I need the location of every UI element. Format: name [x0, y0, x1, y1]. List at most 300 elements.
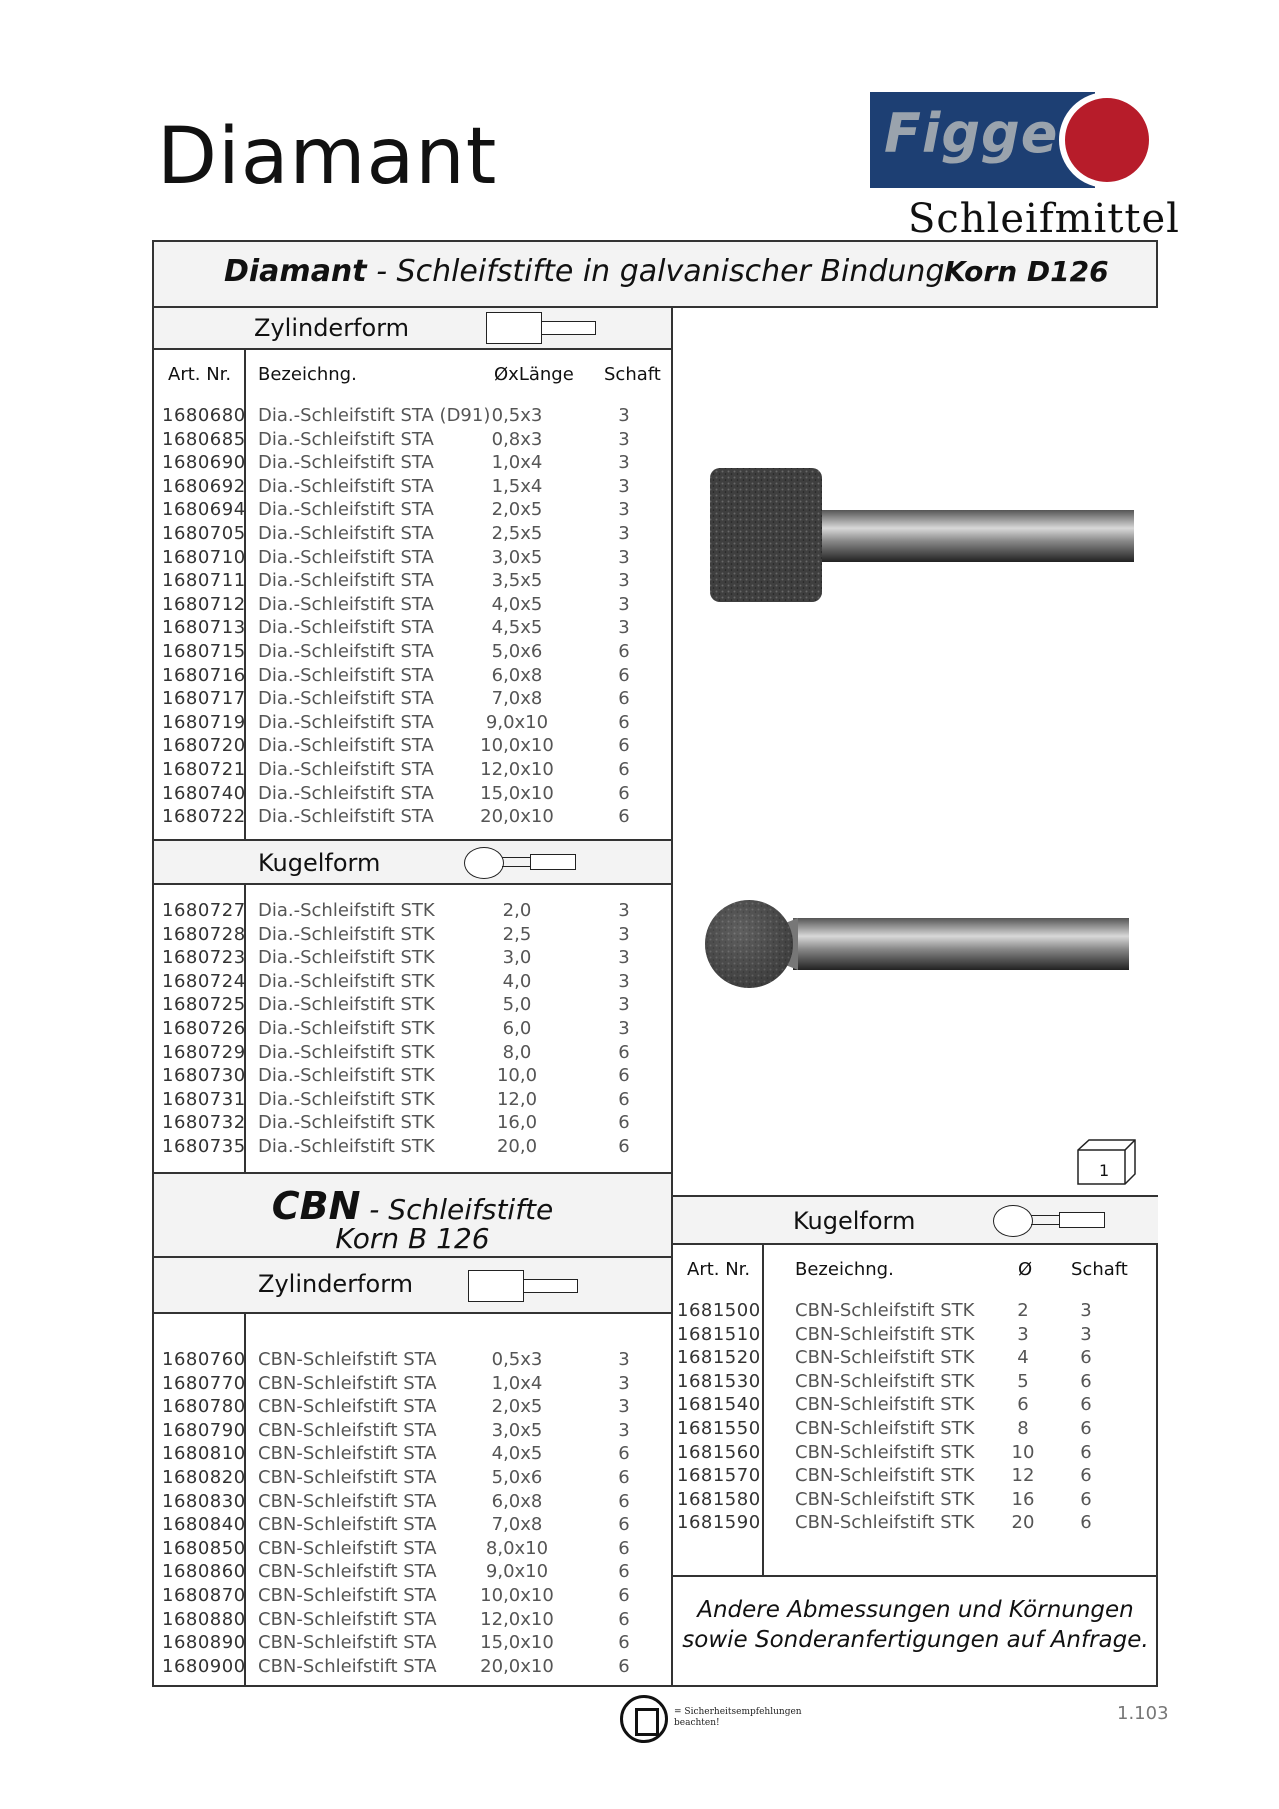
cell-dim: 6,0x8 [491, 1490, 543, 1512]
cell-schaft: 6 [618, 735, 630, 757]
cell-bez: CBN-Schleifstift STA [258, 1467, 437, 1488]
col-header-bez: Bezeichng. [795, 1259, 894, 1280]
product-images [673, 308, 1158, 1195]
cell-schaft: 3 [618, 617, 630, 639]
cell-schaft: 3 [618, 475, 630, 497]
col-header-bez: Bezeichng. [258, 364, 357, 385]
table-row [673, 1418, 1158, 1441]
cell-dim: 16,0 [496, 1112, 538, 1134]
table-row [154, 924, 671, 947]
cell-schaft: 6 [618, 1112, 630, 1134]
cell-art: 1680716 [162, 664, 246, 686]
cell-schaft: 3 [618, 1372, 630, 1394]
cell-bez: Dia.-Schleifstift STK [258, 1088, 435, 1110]
cell-dim: 20 [1011, 1512, 1035, 1534]
cell-schaft: 6 [1080, 1418, 1092, 1439]
safety-book-icon [620, 1695, 668, 1743]
cell-bez: CBN-Schleifstift STK [795, 1394, 975, 1416]
cell-dim: 2,0x5 [491, 1396, 543, 1418]
table-row [154, 1538, 671, 1561]
table-row [154, 405, 671, 428]
cell-art: 1680721 [162, 759, 246, 780]
cell-schaft: 6 [1080, 1347, 1092, 1369]
table-row [154, 1065, 671, 1088]
cell-schaft: 3 [1080, 1300, 1092, 1321]
cell-art: 1681560 [677, 1441, 761, 1463]
cell-art: 1680820 [162, 1467, 246, 1488]
cell-art: 1680890 [162, 1632, 246, 1654]
cell-bez: Dia.-Schleifstift STA [258, 806, 434, 828]
cell-art: 1680725 [162, 994, 246, 1016]
diamant-zylinder-label: Zylinderform [254, 314, 410, 342]
cell-bez: CBN-Schleifstift STK [795, 1441, 975, 1463]
table-row [154, 994, 671, 1017]
table-row [154, 1467, 671, 1490]
cell-dim: 0,8x3 [491, 428, 543, 450]
cell-bez: Dia.-Schleifstift STK [258, 900, 435, 921]
table-row [673, 1489, 1158, 1512]
cell-dim: 3,0 [502, 947, 532, 969]
cell-art: 1680720 [162, 735, 246, 757]
table-row [673, 1394, 1158, 1417]
cell-bez: CBN-Schleifstift STK [795, 1488, 975, 1510]
table-row [154, 971, 671, 994]
safety-text: = Sicherheitsempfehlungen beachten! [674, 1707, 802, 1728]
col-header-schaft: Schaft [604, 364, 661, 385]
cell-schaft: 3 [618, 523, 630, 544]
cell-bez: CBN-Schleifstift STA [258, 1419, 437, 1441]
cell-dim: 0,5x3 [491, 1349, 543, 1370]
cbn-kugel-table [673, 1245, 1158, 1575]
note-line-2: sowie Sonderanfertigungen auf Anfrage. [682, 1627, 1149, 1653]
table-row [673, 1512, 1158, 1535]
cell-bez: Dia.-Schleifstift STK [258, 1065, 435, 1087]
cell-schaft: 3 [618, 970, 630, 992]
cell-art: 1681530 [677, 1370, 761, 1392]
cell-art: 1681580 [677, 1488, 761, 1510]
cell-bez: CBN-Schleifstift STK [795, 1347, 975, 1369]
cell-bez: Dia.-Schleifstift STA [258, 523, 434, 544]
table-row [673, 1442, 1158, 1465]
cell-bez: Dia.-Schleifstift STA [258, 546, 434, 568]
cell-bez: CBN-Schleifstift STA [258, 1537, 437, 1559]
cell-bez: CBN-Schleifstift STA [258, 1514, 437, 1536]
cell-art: 1680692 [162, 475, 246, 497]
page-number: 1.103 [1117, 1703, 1169, 1724]
cell-art: 1680840 [162, 1514, 246, 1536]
table-row [154, 947, 671, 970]
table-row [673, 1347, 1158, 1370]
cell-art: 1680780 [162, 1396, 246, 1418]
cell-bez: CBN-Schleifstift STK [795, 1300, 975, 1321]
cell-dim: 3,5x5 [491, 570, 543, 592]
cell-schaft: 3 [618, 923, 630, 945]
cell-schaft: 6 [618, 1490, 630, 1512]
cell-dim: 20,0 [496, 1136, 538, 1157]
cell-schaft: 6 [1080, 1488, 1092, 1510]
cell-dim: 4 [1017, 1347, 1029, 1369]
cell-bez: Dia.-Schleifstift STK [258, 1136, 435, 1157]
cell-dim: 6,0 [502, 1018, 532, 1039]
cell-dim: 20,0x10 [480, 1655, 554, 1677]
diamant-zylinder-band [154, 308, 671, 350]
table-row [154, 759, 671, 782]
table-row [154, 900, 671, 923]
cell-bez: CBN-Schleifstift STK [795, 1370, 975, 1392]
cell-dim: 4,0x5 [491, 593, 543, 615]
diamant-kugel-table [154, 885, 671, 1172]
diamant-kugel-label: Kugelform [258, 849, 381, 877]
cell-bez: CBN-Schleifstift STA [258, 1443, 437, 1465]
cell-bez: CBN-Schleifstift STK [795, 1323, 975, 1345]
cell-schaft: 3 [618, 1396, 630, 1418]
cell-schaft: 6 [618, 1467, 630, 1488]
cell-schaft: 6 [618, 1514, 630, 1536]
cell-schaft: 3 [618, 947, 630, 969]
cell-schaft: 6 [1080, 1370, 1092, 1392]
header-title [224, 254, 944, 289]
cell-schaft: 3 [618, 499, 630, 521]
table-row [154, 712, 671, 735]
cell-art: 1680790 [162, 1419, 246, 1441]
note-line-1: Andere Abmessungen und Körnungen [697, 1597, 1134, 1623]
cell-art: 1680810 [162, 1443, 246, 1465]
cell-schaft: 3 [618, 900, 630, 921]
cell-art: 1680715 [162, 641, 246, 662]
cell-dim: 2,5x5 [491, 523, 543, 544]
table-row [154, 1136, 671, 1159]
cell-art: 1680735 [162, 1136, 246, 1157]
cbn-title-band [154, 1172, 671, 1258]
cell-schaft: 3 [618, 1018, 630, 1039]
cell-dim: 9,0x10 [485, 711, 549, 733]
cell-schaft: 6 [618, 1088, 630, 1110]
cell-dim: 3,0x5 [491, 546, 543, 568]
col-header-dim: ØxLänge [494, 364, 574, 385]
cell-art: 1681540 [677, 1394, 761, 1416]
cell-dim: 15,0x10 [480, 1632, 554, 1654]
cell-bez: CBN-Schleifstift STA [258, 1490, 437, 1512]
cell-schaft: 3 [618, 405, 630, 426]
cell-schaft: 3 [618, 1349, 630, 1370]
table-row [154, 429, 671, 452]
table-row [154, 452, 671, 475]
cell-schaft: 6 [618, 782, 630, 804]
cylinder-pin-photo [710, 468, 1134, 602]
table-row [154, 1373, 671, 1396]
cell-dim: 5,0x6 [491, 1467, 543, 1488]
cell-art: 1680722 [162, 806, 246, 828]
cell-dim: 7,0x8 [491, 1514, 543, 1536]
cell-schaft: 6 [1080, 1441, 1092, 1463]
cell-bez: CBN-Schleifstift STA [258, 1349, 437, 1370]
product-photos [673, 308, 1158, 1195]
availability-note [673, 1575, 1158, 1685]
figge-logo [870, 92, 1180, 242]
cell-art: 1680729 [162, 1041, 246, 1063]
cell-schaft: 6 [1080, 1394, 1092, 1416]
cell-bez: Dia.-Schleifstift STA [258, 735, 434, 757]
cell-schaft: 6 [618, 1136, 630, 1157]
cell-art: 1680723 [162, 947, 246, 969]
logo-red-circle [1059, 92, 1155, 188]
cell-art: 1680850 [162, 1537, 246, 1559]
cell-dim: 6,0x8 [491, 664, 543, 686]
cell-schaft: 6 [618, 1632, 630, 1654]
cell-bez: Dia.-Schleifstift STA [258, 593, 434, 615]
table-row [154, 1561, 671, 1584]
catalog-frame [152, 240, 1158, 1687]
cell-art: 1680690 [162, 452, 246, 474]
table-row [154, 1585, 671, 1608]
cell-art: 1680732 [162, 1112, 246, 1134]
table-row [154, 735, 671, 758]
table-row [673, 1300, 1158, 1323]
safety-note [620, 1695, 850, 1745]
cell-dim: 2,0x5 [491, 499, 543, 521]
table-row [154, 641, 671, 664]
cell-bez: Dia.-Schleifstift STK [258, 1018, 435, 1039]
cell-schaft: 6 [618, 688, 630, 710]
cell-dim: 10,0x10 [480, 1585, 554, 1606]
cell-bez: Dia.-Schleifstift STA [258, 617, 434, 639]
cell-bez: CBN-Schleifstift STA [258, 1632, 437, 1654]
cell-dim: 3 [1017, 1323, 1029, 1345]
catalog-header [154, 242, 1156, 308]
table-row [154, 1018, 671, 1041]
cell-schaft: 3 [618, 570, 630, 592]
table-row [154, 1420, 671, 1443]
cell-art: 1680710 [162, 546, 246, 568]
pack-qty: 1 [1099, 1161, 1110, 1180]
cell-schaft: 6 [618, 1443, 630, 1465]
left-column [154, 308, 673, 1685]
cell-schaft: 3 [618, 428, 630, 450]
cell-art: 1680900 [162, 1655, 246, 1677]
cell-schaft: 6 [618, 1608, 630, 1630]
cell-dim: 1,0x4 [491, 452, 543, 474]
cell-art: 1680870 [162, 1585, 246, 1606]
cell-dim: 5 [1017, 1370, 1029, 1392]
cell-dim: 3,0x5 [491, 1419, 543, 1441]
cell-bez: Dia.-Schleifstift STK [258, 970, 435, 992]
cell-dim: 1,5x4 [491, 475, 543, 497]
table-row [154, 570, 671, 593]
cell-dim: 5,0x6 [491, 641, 543, 662]
cell-dim: 16 [1011, 1488, 1035, 1510]
cell-schaft: 6 [618, 1041, 630, 1063]
header-title-rest: - Schleifstifte in galvanischer Bindung [376, 254, 945, 289]
cell-bez: Dia.-Schleifstift STA [258, 688, 434, 710]
cell-art: 1680770 [162, 1372, 246, 1394]
cbn-title-bold: CBN [271, 1184, 361, 1228]
cell-art: 1680719 [162, 711, 246, 733]
table-row [154, 1609, 671, 1632]
page-title: Diamant [157, 112, 498, 202]
logo-subtitle: Schleifmittel [908, 196, 1180, 242]
cell-bez: CBN-Schleifstift STK [795, 1418, 975, 1439]
table-row [154, 617, 671, 640]
header-korn: Korn D126 [944, 255, 1109, 288]
table-row [154, 688, 671, 711]
cell-art: 1680724 [162, 970, 246, 992]
cbn-kugel-band [673, 1195, 1158, 1245]
cell-bez: Dia.-Schleifstift STK [258, 947, 435, 969]
table-row [154, 783, 671, 806]
cell-bez: Dia.-Schleifstift STK [258, 923, 435, 945]
cell-dim: 2,5 [502, 923, 532, 945]
cell-schaft: 3 [618, 546, 630, 568]
cell-schaft: 6 [618, 641, 630, 662]
cell-schaft: 6 [1080, 1512, 1092, 1534]
cell-art: 1680717 [162, 688, 246, 710]
cbn-korn: Korn B 126 [335, 1222, 490, 1255]
cell-bez: CBN-Schleifstift STA [258, 1372, 437, 1394]
cell-schaft: 6 [618, 806, 630, 828]
cbn-title-rest: - Schleifstifte [369, 1193, 554, 1226]
cell-bez: Dia.-Schleifstift STA [258, 428, 434, 450]
table-row [154, 1349, 671, 1372]
cell-schaft: 6 [618, 759, 630, 780]
cell-schaft: 3 [618, 452, 630, 474]
cell-art: 1680728 [162, 923, 246, 945]
table-row [154, 1089, 671, 1112]
cell-dim: 12,0x10 [480, 759, 554, 780]
cell-art: 1680731 [162, 1088, 246, 1110]
cell-bez: CBN-Schleifstift STA [258, 1655, 437, 1677]
table-row [154, 806, 671, 829]
cell-bez: Dia.-Schleifstift STA [258, 641, 434, 662]
cell-art: 1680860 [162, 1561, 246, 1583]
cell-bez: Dia.-Schleifstift STK [258, 1041, 435, 1063]
cell-dim: 12,0x10 [480, 1608, 554, 1630]
table-row [154, 1514, 671, 1537]
cell-art: 1681590 [677, 1512, 761, 1534]
cell-dim: 4,0 [502, 970, 532, 992]
table-row [673, 1324, 1158, 1347]
cell-schaft: 3 [618, 593, 630, 615]
cell-bez: Dia.-Schleifstift STA [258, 664, 434, 686]
cell-art: 1680712 [162, 593, 246, 615]
table-row [154, 1656, 671, 1679]
cell-art: 1680830 [162, 1490, 246, 1512]
cell-bez: Dia.-Schleifstift STK [258, 1112, 435, 1134]
table-row [673, 1465, 1158, 1488]
cell-art: 1680685 [162, 428, 246, 450]
cell-schaft: 6 [1080, 1465, 1092, 1487]
cell-art: 1680727 [162, 900, 246, 921]
logo-brand: Figge [884, 102, 1059, 165]
cell-bez: Dia.-Schleifstift STA [258, 759, 434, 780]
col-header-dim: Ø [1018, 1259, 1033, 1280]
cell-dim: 0,5x3 [491, 405, 543, 426]
cell-dim: 1,0x4 [491, 1372, 543, 1394]
cell-dim: 4,0x5 [491, 1443, 543, 1465]
cell-art: 1681520 [677, 1347, 761, 1369]
table-row [154, 1443, 671, 1466]
table-row [154, 1491, 671, 1514]
cbn-zylinder-band [154, 1258, 671, 1314]
table-row [154, 594, 671, 617]
cell-schaft: 3 [618, 994, 630, 1016]
cell-dim: 6 [1017, 1394, 1029, 1416]
cell-dim: 9,0x10 [485, 1561, 549, 1583]
cell-art: 1681510 [677, 1323, 761, 1345]
table-row [154, 1396, 671, 1419]
table-row [154, 476, 671, 499]
cell-bez: Dia.-Schleifstift STA (D91) [258, 405, 491, 426]
diamant-zylinder-table [154, 350, 671, 839]
cell-art: 1680713 [162, 617, 246, 639]
header-title-bold: Diamant [224, 254, 367, 289]
cell-dim: 12,0 [496, 1088, 538, 1110]
cell-bez: CBN-Schleifstift STA [258, 1585, 437, 1606]
cell-art: 1681570 [677, 1465, 761, 1487]
cell-schaft: 6 [618, 1655, 630, 1677]
cbn-kugel-label: Kugelform [793, 1207, 916, 1235]
cell-art: 1680694 [162, 499, 246, 521]
table-row [154, 523, 671, 546]
diamant-kugel-band [154, 839, 671, 885]
cbn-zylinder-table [154, 1314, 671, 1685]
cell-schaft: 6 [618, 711, 630, 733]
cell-dim: 10 [1011, 1441, 1035, 1463]
cell-art: 1680680 [162, 405, 246, 426]
col-header-art: Art. Nr. [168, 364, 232, 385]
cell-dim: 8,0x10 [485, 1537, 549, 1559]
cbn-zylinder-label: Zylinderform [258, 1270, 414, 1298]
cell-art: 1681550 [677, 1418, 761, 1439]
cell-bez: CBN-Schleifstift STK [795, 1465, 975, 1487]
cell-bez: CBN-Schleifstift STK [795, 1512, 975, 1534]
cell-bez: Dia.-Schleifstift STA [258, 711, 434, 733]
col-header-art: Art. Nr. [687, 1259, 751, 1280]
cell-dim: 20,0x10 [480, 806, 554, 828]
cell-art: 1680880 [162, 1608, 246, 1630]
cell-bez: CBN-Schleifstift STA [258, 1396, 437, 1418]
cell-bez: Dia.-Schleifstift STA [258, 570, 434, 592]
cell-schaft: 3 [1080, 1323, 1092, 1345]
cell-bez: Dia.-Schleifstift STK [258, 994, 435, 1016]
cell-dim: 8,0 [502, 1041, 532, 1063]
cell-dim: 5,0 [502, 994, 532, 1016]
cell-dim: 4,5x5 [491, 617, 543, 639]
cell-schaft: 3 [618, 1419, 630, 1441]
table-row [154, 1042, 671, 1065]
table-row [673, 1371, 1158, 1394]
cell-bez: Dia.-Schleifstift STA [258, 475, 434, 497]
ball-pin-photo [705, 900, 1129, 988]
cell-art: 1680705 [162, 523, 246, 544]
cell-bez: Dia.-Schleifstift STA [258, 452, 434, 474]
cell-dim: 8 [1017, 1418, 1029, 1439]
cell-art: 1680711 [162, 570, 246, 592]
cell-dim: 2 [1017, 1300, 1029, 1321]
table-row [154, 499, 671, 522]
cell-dim: 15,0x10 [480, 782, 554, 804]
table-row [154, 665, 671, 688]
cell-art: 1680740 [162, 782, 246, 804]
cell-dim: 12 [1011, 1465, 1035, 1487]
cell-bez: Dia.-Schleifstift STA [258, 499, 434, 521]
cell-schaft: 6 [618, 1585, 630, 1606]
cell-art: 1680760 [162, 1349, 246, 1370]
cell-dim: 10,0x10 [480, 735, 554, 757]
cell-bez: CBN-Schleifstift STA [258, 1561, 437, 1583]
cell-art: 1680730 [162, 1065, 246, 1087]
right-column [673, 308, 1158, 1685]
table-row [154, 547, 671, 570]
